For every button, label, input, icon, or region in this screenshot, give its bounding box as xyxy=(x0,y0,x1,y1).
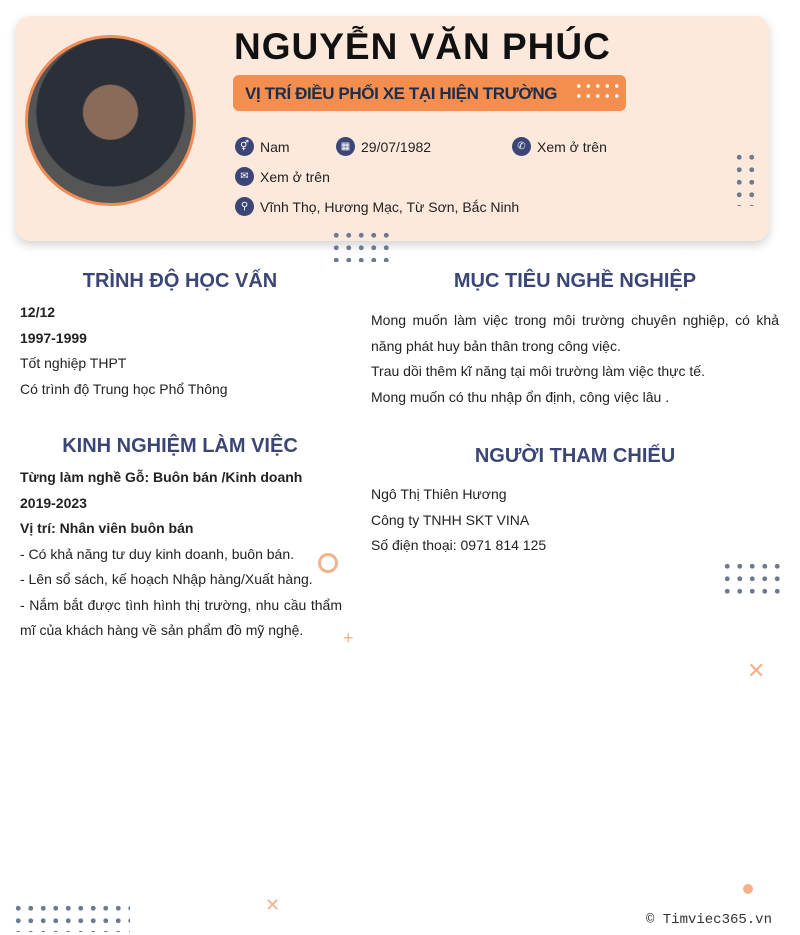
dots-decoration xyxy=(721,560,786,600)
reference-company: Công ty TNHH SKT VINA xyxy=(371,511,530,528)
education-desc: Có trình độ Trung học Phổ Thông xyxy=(20,380,228,397)
job-role: Vị trí: Nhân viên buôn bán xyxy=(20,520,194,536)
objective-title: MỤC TIÊU NGHỀ NGHIỆP xyxy=(453,270,697,292)
experience-title: KINH NGHIỆM LÀM VIỆC xyxy=(62,435,298,457)
position-banner xyxy=(233,75,626,111)
address-info xyxy=(235,197,519,216)
objective-line: Trau dồi thêm kĩ năng tại môi trường làm việc thực tế. xyxy=(371,363,705,379)
dot-decoration xyxy=(743,884,753,894)
location-icon: ⚲ xyxy=(235,197,254,216)
reference-name: Ngô Thị Thiên Hương xyxy=(371,486,507,502)
candidate-name: NGUYỄN VĂN PHÚC xyxy=(234,26,611,67)
reference-title: NGƯỜI THAM CHIẾU xyxy=(474,445,676,467)
objective-content xyxy=(371,308,779,410)
phone-value: Xem ở trên xyxy=(537,138,607,155)
company: Từng làm nghề Gỗ: Buôn bán /Kinh doanh xyxy=(20,469,303,485)
duty: - Có khả năng tư duy kinh doanh, buôn bán. xyxy=(20,545,295,562)
x-decoration: ✕ xyxy=(747,658,766,683)
dots-decoration xyxy=(330,229,392,262)
grade: 12/12 xyxy=(20,304,56,320)
plus-decoration: + xyxy=(343,628,354,648)
position-label: VỊ TRÍ ĐIỀU PHỐI XE TẠI HIỆN TRƯỜNG xyxy=(245,84,558,103)
objective-line: Mong muốn làm việc trong môi trường chuyên nghiệp, có khả năng phát huy bản thân trong công việc. xyxy=(371,312,779,354)
years: 1997-1999 xyxy=(20,329,87,346)
phone-icon: ✆ xyxy=(512,137,531,156)
email-value: Xem ở trên xyxy=(260,168,330,185)
footer-watermark: © Timviec365.vn xyxy=(645,912,772,928)
education-title: TRÌNH ĐỘ HỌC VẤN xyxy=(82,270,278,292)
objective-line: Mong muốn có thu nhập ổn định, công việc lâu . xyxy=(371,388,670,405)
reference-content xyxy=(371,482,779,559)
phone-info xyxy=(512,137,607,156)
dots-decoration xyxy=(733,151,761,206)
duty: - Nắm bắt được tình hình thị trường, nhu cầu thẩm mĩ của khách hàng về sản phẩm đồ mỹ nghệ. xyxy=(20,596,342,638)
x-decoration: ✕ xyxy=(265,895,281,915)
avatar xyxy=(25,35,196,206)
email-icon: ✉ xyxy=(235,167,254,186)
gender-icon: ⚥ xyxy=(235,137,254,156)
calendar-icon: ▦ xyxy=(336,137,355,156)
duty: - Lên sổ sách, kế hoạch Nhập hàng/Xuất hàng. xyxy=(20,571,313,587)
education-content xyxy=(20,300,350,402)
dob-info xyxy=(336,137,431,156)
gender-value: Nam xyxy=(260,138,290,155)
dots-decoration xyxy=(574,81,620,101)
email-info xyxy=(235,167,330,186)
dots-decoration xyxy=(12,902,130,932)
gender-info xyxy=(235,137,290,156)
dob-value: 29/07/1982 xyxy=(361,138,432,155)
years: 2019-2023 xyxy=(20,494,87,511)
degree: Tốt nghiệp THPT xyxy=(20,355,127,371)
address-value: Vĩnh Thọ, Hương Mạc, Từ Sơn, Bắc Ninh xyxy=(260,198,520,215)
reference-phone: Số điện thoại: 0971 814 125 xyxy=(371,537,547,553)
experience-content xyxy=(20,465,342,644)
